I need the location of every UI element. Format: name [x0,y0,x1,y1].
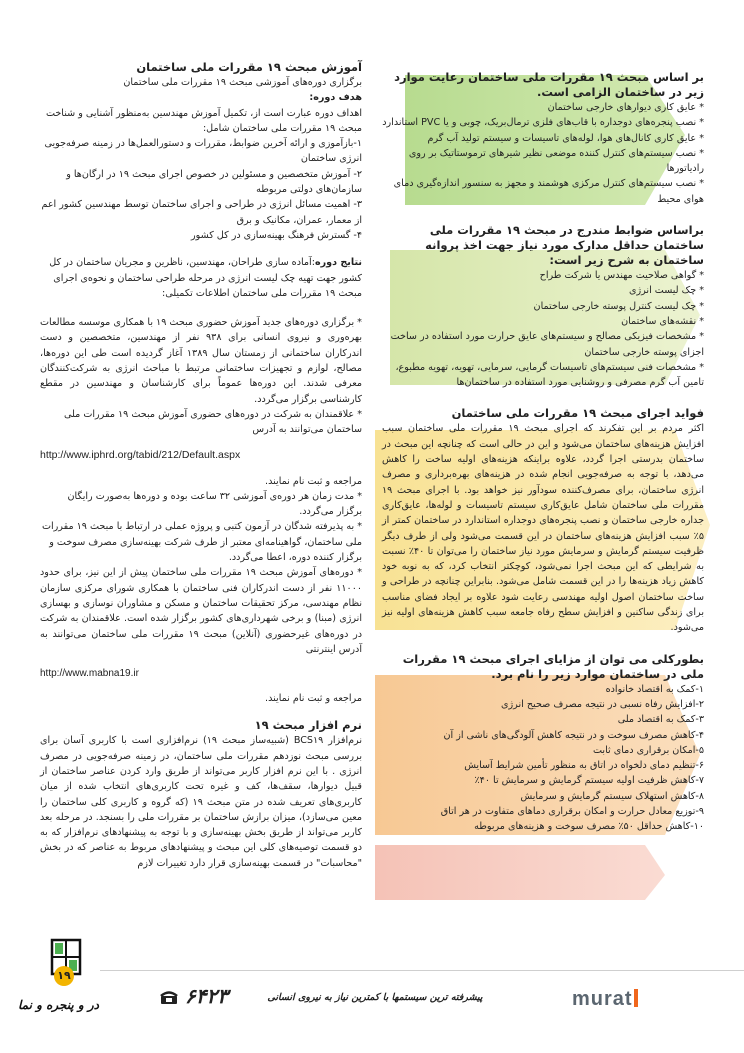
list-item: * چک لیست کنترل پوسته خارجی ساختمان [533,300,704,312]
link-mabna19[interactable]: http://www.mabna19.ir [40,668,139,680]
brand-text: murat [572,988,633,1010]
goal-label: هدف دوره: [309,92,362,104]
magazine-logo [18,938,99,1038]
paragraph-intro: برگزاری دوره‌های آموزشی مبحث ۱۹ مقررات ملی ساختمان [123,77,362,88]
list-item: * عایق کاری کانال‌های هوا، لوله‌های تاسیسات و سیستم تولید آب گرم [427,132,704,144]
section-title-documents: براساس ضوابط مندرج در مبحث ۱۹ مقررات ملی ساختمان حداقل مدارک مورد نیاز جهت اخذ پروانه ساختمان به شرح زیر است: [425,223,704,268]
brand-mark [634,989,638,1007]
list-item: ۱۰-کاهش حداقل ۵۰٪ مصرف سوخت و هزینه‌های مربوطه [474,821,704,833]
paragraph-results [40,255,362,301]
left-column [40,60,362,871]
section-title-advantages: بطورکلی می توان از مزایای اجرای مبحث ۱۹ مقررات ملی در ساختمان موارد زیر را نام برد. [402,651,704,681]
paragraph-software: نرم‌افزار BCS۱۹ (شبیه‌ساز مبحث ۱۹) نرم‌افزاری است با کاربری آسان برای بررسی مبحث نوزدهم مقررات ملی ساختمان، در زمینه صرفه‌جویی در مصرف انرژی . با این نرم افزار کاربر می‌تواند از طریق وارد کردن عناصر ساختمان از قبیل دیوارها، سقف‌ها، کف و غیره تحت کاربری‌های انتخاب شده از میان کاربری‌های تعریف شده در متن مبحث ۱۹ (که گروه و کاربری کلی ساختمان را معین می‌سازد)، میزان برازش ساختمان بر مقررات ملی را بسنجد. در مرحله بعد کاربر می‌تواند از طریق بخش بهینه‌سازی و با توجه به پیشنهادهای نرم‌افزار که به دو قسمت توصیه‌های کلی این مبحث و پیشنهادهای مربوط به عناصر که در بخش "محاسبات" در قسمت بهینه‌سازی قرار دارد تغییرات لازم [40,735,363,869]
bar-red [375,845,665,900]
phone-digits: ۶۴۲۳ [184,984,228,1008]
paragraph-info-5-tail: مراجعه و ثبت نام نمایند. [265,693,362,705]
list-item: ۱-بازآموزی و ارائه آخرین ضوابط، مقررات و دستورالعمل‌ها در زمینه صرفه‌جویی انرژی ساختمان [44,138,362,165]
paragraph-info-2-tail: مراجعه و ثبت نام نمایند. [265,475,362,487]
list-item: * مشخصات فنی سیستم‌های تاسیسات گرمایی، سرمایی، تهویه، تهویه مطبوع، تامین آب گرم مصرفی و روشنایی مورد استفاده در ساختمان‌ها [395,361,704,389]
list-item: ۸-کاهش استهلاک سیستم گرمایش و سرمایش [520,790,704,802]
paragraph-info-4: * به پذیرفته شدگان در آزمون کتبی و پروژه عملی در ارتباط با مبحث ۱۹ مقررات ملی ساختمان، گواهینامه‌ای معتبر از طرف شرکت بهینه‌سازی مصرف سوخت و برگزار کننده دوره، اعطا می‌گردد. [41,521,362,564]
list-item: * مشخصات فیزیکی مصالح و سیستم‌های عایق حرارت مورد استفاده در ساخت اجزای پوسته خارجی ساختمان [390,331,704,358]
list-item: ۳- اهمیت مسائل انرژی در طراحی و اجرای ساختمان توسط مهندسین کشور اعم از معمار، عمران، مکانیک و برق [41,199,362,226]
paragraph-info-5: * دوره‌های آموزش مبحث ۱۹ مقررات ملی ساختمان پیش از این نیز، برای حدود ۱۱۰۰۰ نفر از دست اندرکاران فنی ساختمان با همکاری شورای مرکزی سازمان نظام مهندسی، مرکز تحقیقات ساختمان و مسکن و مشاوران نوسازی و بهسازی انرژی (مبنا) و برخی شهرداری‌های کشور برگزار شده است. علاقمندان به شرکت در دوره‌های غیرحضوری (آنلاین) مبحث ۱۹ مقررات ملی ساختمان می‌توانند به آدرس اینترنتی [40,567,363,655]
list-item: ۲-افزایش رفاه نسبی در نتیجه مصرف صحیح انرژی [501,698,704,710]
section-title-requirements: بر اساس مبحث ۱۹ مقررات ملی ساختمان رعایت موارد زیر در ساختمان الزامی است. [394,70,704,99]
list-item: * نصب سیستم‌های کنترل کننده موضعی نظیر شیرهای ترموستاتیک بر روی رادیاتورها [408,147,704,175]
section-title-benefits: فواید اجرای مبحث ۱۹ مقررات ملی ساختمان [451,406,704,421]
list-item: ۴-کاهش مصرف سوخت و در نتیجه کاهش آلودگی‌های ناشی از آن [443,729,704,741]
list-item: ۹-توزیع معادل حرارت و امکان برقراری دماهای متفاوت در هر اتاق [440,805,704,817]
phone-number [160,984,228,1008]
result-body: :آماده سازی طراحان، مهندسین، ناظرین و مجریان ساختمان در کل کشور جهت تهیه چک لیست انرژی در مرحله طراحی ساختمان و نحوه‌ی اجرای مبحث ۱۹ مقررات ملی ساختمان اطلاعات تکمیلی: [49,257,362,299]
paragraph-info-3: * مدت زمان هر دوره‌ی آموزشی ۳۲ ساعت بوده و دوره‌ها به‌صورت رایگان برگزار می‌گردد. [67,490,362,518]
section-title-software: نرم افزار مبحث ۱۹ [254,718,362,733]
list-item: * نصب سیستم‌های کنترل مرکزی هوشمند و مجهز به سنسور اندازه‌گیری دمای هوای محیط [393,178,704,205]
list-item: ۷-کاهش ظرفیت اولیه سیستم گرمایش و سرمایش تا ۴۰٪ [474,775,704,787]
section-title-training: آموزش مبحث ۱۹ مقررات ملی ساختمان [136,60,362,74]
slogan: پیشرفته ترین سیستمها با کمترین نیاز به نیروی انسانی [267,992,483,1003]
list-item: ۲- آموزش متخصصین و مسئولین در خصوص اجرای مبحث ۱۹ در ارگان‌ها و سازمان‌های دولتی مربوطه [66,168,362,196]
phone-icon [160,991,178,1005]
list-item: ۴- گسترش فرهنگ بهینه‌سازی در کل کشور [191,229,362,241]
list-item: * نقشه‌های ساختمان [621,315,704,327]
list-item: ۳-کمک به اقتصاد ملی [617,714,704,726]
list-item: * چک لیست انرژی [628,285,704,297]
brand-logo [572,988,638,1011]
paragraph-info-2: * علاقمندان به شرکت در دوره‌های حضوری آموزش مبحث ۱۹ مقررات ملی ساختمان می‌توانند به آدرس [63,408,362,436]
list-item: ۶-تنظیم دمای دلخواه در اتاق به منظور تأمین شرایط آسایش [464,760,704,772]
page-footer [0,970,744,1040]
list-item: * نصب پنجره‌های دوجداره با قاب‌های فلزی ترمال‌بریک، چوبی و یا PVC استاندارد [382,117,704,129]
page-number: ۱۹ [54,966,74,986]
footer-divider [100,970,744,971]
list-item: * عایق کاری دیوارهای خارجی ساختمان [547,102,704,113]
list-item: ۱-کمک به اقتصاد خانواده [605,683,704,695]
list-item: * گواهی صلاحیت مهندس یا شرکت طراح [539,270,704,282]
paragraph-goal: اهداف دوره عبارت است از، تکمیل آموزش مهندسین به‌منظور آشنایی و شناخت مبحث ۱۹ مقررات ملی ساختمان شامل: [45,107,362,134]
magazine-name: در و پنجره و نما [18,998,99,1012]
paragraph-benefits: اکثر مردم بر این تفکرند که اجرای مبحث ۱۹ مقررات ملی ساختمان سبب افزایش هزینه‌های ساختمان می‌شود و این در حالی است که چنانچه این مبحث در ساختمان بدرستی اجرا گردد، علاوه براینکه هزینه‌های اولیه ساخت را کاهش می‌دهد، با توجه به صرفه‌جویی انجام شده در هزینه‌های بهره‌برداری و مصرف انرژی ساختمان، برای مصرف‌کننده سودآور نیز خواهد بود. با اجرای مبحث ۱۹ مقررات ملی ساختمان شامل عایق‌کاری سیستم تاسیسات و لوله‌ها، عایق‌کاری جداره خارجی ساختمان و نصب پنجره‌های دوجداره استاندارد در ساختمان کمتر از ۵٪ سبب افزایش هزینه‌های ساختمان در این قسمت می‌شود ولی از طرف دیگر ظرفیت سیستم گرمایش و سرمایش مورد نیاز ساختمان را می‌توان تا ۴۰٪ نسبت به شرایطی که این مبحث اجرا نمی‌شود، کوچکتر انتخاب کرد، که به نوبه خود کاهش زیاد هزینه‌ها را در این قسمت شامل می‌شود. بنابراین چنانچه در طراحی و ساخت ساختمان اصول اولیه مهندسی رعایت شود علاوه بر ایجاد فضای مناسب برای زندگی ساکنین و افزایش سطح رفاه جامعه سبب کاهش هزینه‌های اولیه نیز می‌شود. [382,423,705,634]
result-label: نتایج دوره [314,257,362,269]
paragraph-info-1: * برگزاری دوره‌های جدید آموزش حضوری مبحث ۱۹ با همکاری موسسه مطالعات بهره‌وری و نیروی انسانی برای ۹۳۸ نفر از مهندسین، متخصصین و دست اندرکاران ساختمانی از زمستان سال ۱۳۸۹ آغاز گردیده است طی این دوره‌ها، مصالح، لوازم و تجهیزات ساختمانی مرتبط با مباحث انرژی به شرکت‌کنندگان معرفی شدند. این دوره‌ها عموماً برای کارشناسان و مهندسین در مقطع کارشناسی برگزار می‌گردد. [40,317,362,405]
link-iphrd[interactable]: http://www.iphrd.org/tabid/212/Default.aspx [40,449,241,462]
list-item: ۵-امکان برقراری دمای ثابت [592,744,704,756]
right-column [382,60,704,835]
